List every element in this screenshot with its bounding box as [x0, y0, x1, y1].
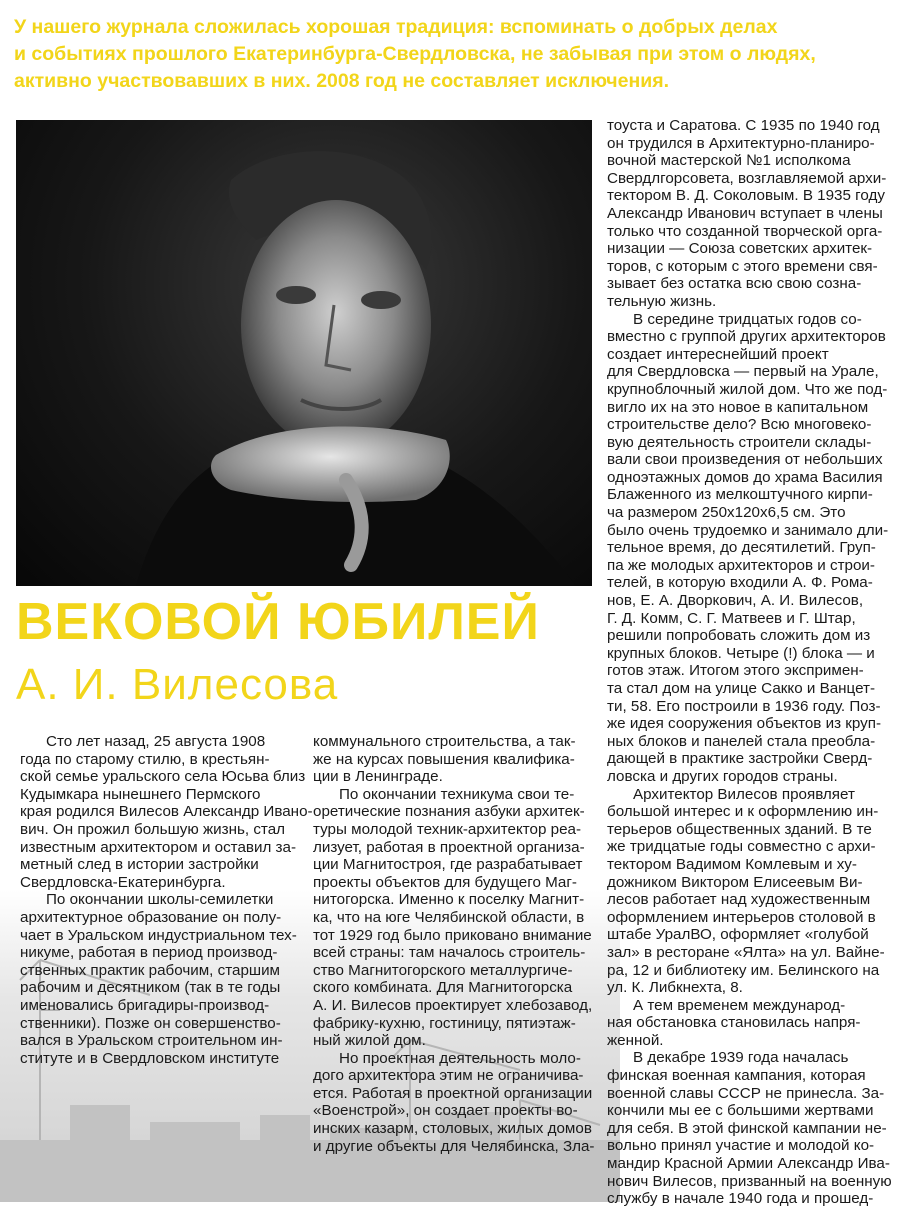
text-line: вую деятельность строители склады- — [607, 433, 872, 451]
column-3 — [607, 117, 894, 1208]
text-line: А. И. Вилесов проектирует хлебозавод, — [313, 996, 593, 1014]
column-2 — [313, 733, 595, 1155]
text-line: «Военстрой», он создает проекты во- — [313, 1102, 578, 1120]
text-line: па же молодых архитекторов и строи- — [607, 556, 875, 574]
text-line: Блаженного из мелкоштучного кирпи- — [607, 486, 873, 504]
text-line: военной славы СССР не принесла. За- — [607, 1084, 885, 1102]
text-line: нитогорска. Именно к поселку Магнит- — [313, 891, 585, 909]
text-line: ского комбината. Для Магнитогорска — [313, 979, 573, 997]
intro-line: У нашего журнала сложилась хорошая традиция: вспоминать о добрых делах — [14, 16, 778, 38]
text-line: создает интереснейший проект — [607, 345, 829, 363]
text-line: ти, 58. Его построили в 1936 году. Поз- — [607, 697, 881, 715]
text-line: метный след в истории застройки — [20, 856, 259, 874]
text-line: дожником Виктором Елисеевым Ви- — [607, 873, 863, 891]
text-line: коммунального строительства, а так- — [313, 733, 576, 750]
text-line: Г. Д. Комм, С. Г. Матвеев и Г. Штар, — [607, 609, 856, 627]
text-line: года по старому стилю, в крестьян- — [20, 750, 270, 768]
text-line: инских казарм, столовых, жилых домов — [313, 1120, 592, 1138]
text-line: ловска и других городов страны. — [607, 767, 838, 785]
text-line: Свердловска-Екатеринбурга. — [20, 873, 226, 891]
text-line: вочной мастерской №1 исполкома — [607, 152, 851, 170]
text-line: и другие объекты для Челябинска, Зла- — [313, 1137, 595, 1155]
text-line: женной. — [607, 1031, 664, 1049]
text-line: вольно принял участие и молодой ко- — [607, 1137, 875, 1155]
text-line: именовались бригадиры-производ- — [20, 996, 270, 1014]
text-line: вместно с группой других архитекторов — [607, 328, 886, 346]
text-line: только что созданной творческой орга- — [607, 222, 883, 240]
text-line: кончили мы ее с большими жертвами — [607, 1102, 874, 1120]
text-line: финская военная кампания, которая — [607, 1067, 866, 1085]
text-line: тоуста и Саратова. С 1935 по 1940 год — [607, 117, 880, 134]
text-line: ции в Ленинграде. — [313, 768, 443, 786]
text-line: нович Вилесов, призванный на военную — [607, 1172, 892, 1190]
column-3-text — [607, 117, 894, 1208]
text-line: чает в Уральском индустриальном тех- — [20, 926, 297, 944]
text-line: та стал дом на улице Сакко и Ванцет- — [607, 680, 876, 697]
text-line: дого архитектора этим не ограничива- — [313, 1067, 584, 1085]
text-line: тектором Вадимом Комлевым и ху- — [607, 855, 857, 873]
text-line: ство Магнитогорского металлургиче- — [313, 961, 573, 979]
text-line: терьеров общественных зданий. В те — [607, 820, 872, 838]
text-line: зал» в ресторане «Ялта» на ул. Вайне- — [607, 943, 885, 961]
text-line: службу в начале 1940 года и прошед- — [607, 1190, 874, 1208]
text-line: вич. Он прожил большую жизнь, стал — [20, 820, 286, 838]
text-line: ции Магнитостроя, где разрабатывает — [313, 856, 583, 874]
text-line: тельную жизнь. — [607, 292, 717, 310]
text-line: Архитектор Вилесов проявляет — [633, 785, 855, 803]
text-line: По окончании школы-семилетки — [46, 891, 274, 909]
text-line: В середине тридцатых годов со- — [633, 310, 862, 328]
text-line: вался в Уральском строительном ин- — [20, 1032, 283, 1050]
text-line: ная обстановка становилась напря- — [607, 1014, 861, 1032]
text-line: он трудился в Архитектурно-планиро- — [607, 134, 875, 152]
column-2-text — [313, 733, 595, 1155]
text-line: нов, Е. А. Дворкович, А. И. Вилесов, — [607, 592, 864, 610]
text-line: тектором В. Д. Соколовым. В 1935 году — [607, 187, 885, 205]
text-line: ра, 12 и библиотеку им. Белинского на — [607, 961, 880, 979]
text-line: торов, с которым с этого времени свя- — [607, 257, 878, 275]
text-line: никуме, работая в период производ- — [20, 944, 278, 962]
text-line: для себя. В этой финской кампании не- — [607, 1119, 887, 1137]
text-line: мандир Красной Армии Александр Ива- — [607, 1155, 890, 1173]
text-line: Кудымкара нынешнего Пермского — [20, 785, 261, 803]
portrait-photo — [16, 120, 592, 586]
text-line: вали свои произведения от небольших — [607, 451, 883, 469]
text-line: ка, что на юге Челябинской области, в — [313, 908, 585, 926]
column-1-text — [20, 733, 313, 1067]
text-line: лизует, работая в проектной организа- — [313, 838, 585, 856]
text-line: ется. Работая в проектной организации — [313, 1084, 593, 1102]
text-line: крупных блоков. Четыре (!) блока — и — [607, 644, 875, 662]
article-subhead: А. И. Вилесова — [16, 660, 339, 709]
article-headline: ВЕКОВОЙ ЮБИЛЕЙ — [16, 593, 540, 651]
text-line: рабочим и десятником (так в те годы — [20, 979, 281, 997]
text-line: оретические познания азбуки архитек- — [313, 803, 585, 821]
text-line: низации — Союза советских архитек- — [607, 240, 873, 258]
text-line: По окончании техникума свои те- — [339, 785, 575, 803]
text-line: вигло их на это новое в капитальном — [607, 398, 869, 416]
text-line: Александр Иванович вступает в члены — [607, 204, 883, 222]
intro-line: и событиях прошлого Екатеринбурга-Свердловска, не забывая при этом о людях, — [14, 43, 816, 65]
text-line: готов этаж. Итогом этого экспримен- — [607, 662, 864, 680]
text-line: крупноблочный жилой дом. Что же под- — [607, 380, 888, 398]
portrait-image — [16, 120, 592, 586]
text-line: ча размером 250х120х6,5 см. Это — [607, 504, 846, 522]
intro-line: активно участвовавших в них. 2008 год не составляет исключения. — [14, 70, 670, 92]
text-line: фабрику-кухню, гостиницу, пятиэтаж- — [313, 1014, 576, 1032]
text-line: края родился Вилесов Александр Ивано- — [20, 803, 313, 821]
text-line: штабе УралВО, оформляет «голубой — [607, 926, 869, 944]
text-line: Сто лет назад, 25 августа 1908 — [46, 733, 266, 750]
text-line: решили попробовать сложить дом из — [607, 627, 871, 645]
text-line: ных блоков и панелей стала преобла- — [607, 732, 876, 750]
text-line: ул. К. Либкнехта, 8. — [607, 979, 743, 997]
intro-lead — [14, 14, 894, 95]
text-line: же на курсах повышения квалифика- — [313, 750, 575, 768]
text-line: всей страны: там началось строитель- — [313, 944, 586, 962]
text-line: ный жилой дом. — [313, 1032, 426, 1050]
text-line: большой интерес и к оформлению ин- — [607, 803, 879, 821]
text-line: лесов работает над художественным — [607, 891, 871, 909]
column-1 — [20, 733, 313, 1067]
text-line: тельное время, до десятилетий. Груп- — [607, 539, 876, 557]
text-line: ственных практик рабочим, старшим — [20, 961, 280, 979]
text-line: тот 1929 год было приковано внимание — [313, 926, 592, 944]
text-line: известным архитектором и оставил за- — [20, 838, 297, 856]
text-line: телей, в которую входили А. Ф. Рома- — [607, 574, 873, 592]
text-line: же идея сооружения объектов из круп- — [607, 715, 882, 733]
text-line: Но проектная деятельность моло- — [339, 1049, 581, 1067]
text-line: зывает без остатка всю свою сознa- — [607, 275, 862, 293]
text-line: туры молодой техник-архитектор реа- — [313, 820, 582, 838]
text-line: одноэтажных домов до храма Василия — [607, 468, 883, 486]
text-line: было очень трудоемко и занимало дли- — [607, 521, 889, 539]
text-line: архитектурное образование он полу- — [20, 908, 282, 926]
text-line: А тем временем международ- — [633, 996, 846, 1014]
text-line: ской семье уральского села Юсьва близ — [20, 768, 306, 786]
text-line: строительстве дело? Всю многовеко- — [607, 416, 872, 434]
text-line: дающей в практике застройки Сверд- — [607, 750, 873, 768]
text-line: Свердлгорсовета, возглавляемой архи- — [607, 169, 887, 187]
text-line: ституте и в Свердловском институте — [20, 1049, 280, 1067]
text-line: же тридцатые годы совместно с архи- — [607, 838, 876, 856]
text-line: для Свердловска — первый на Урале, — [607, 363, 879, 381]
text-line: ственники). Позже он совершенство- — [20, 1014, 281, 1032]
text-line: оформлением интерьеров столовой в — [607, 908, 876, 926]
text-line: проекты объектов для будущего Маг- — [313, 873, 577, 891]
text-line: В декабре 1939 года началась — [633, 1049, 849, 1067]
